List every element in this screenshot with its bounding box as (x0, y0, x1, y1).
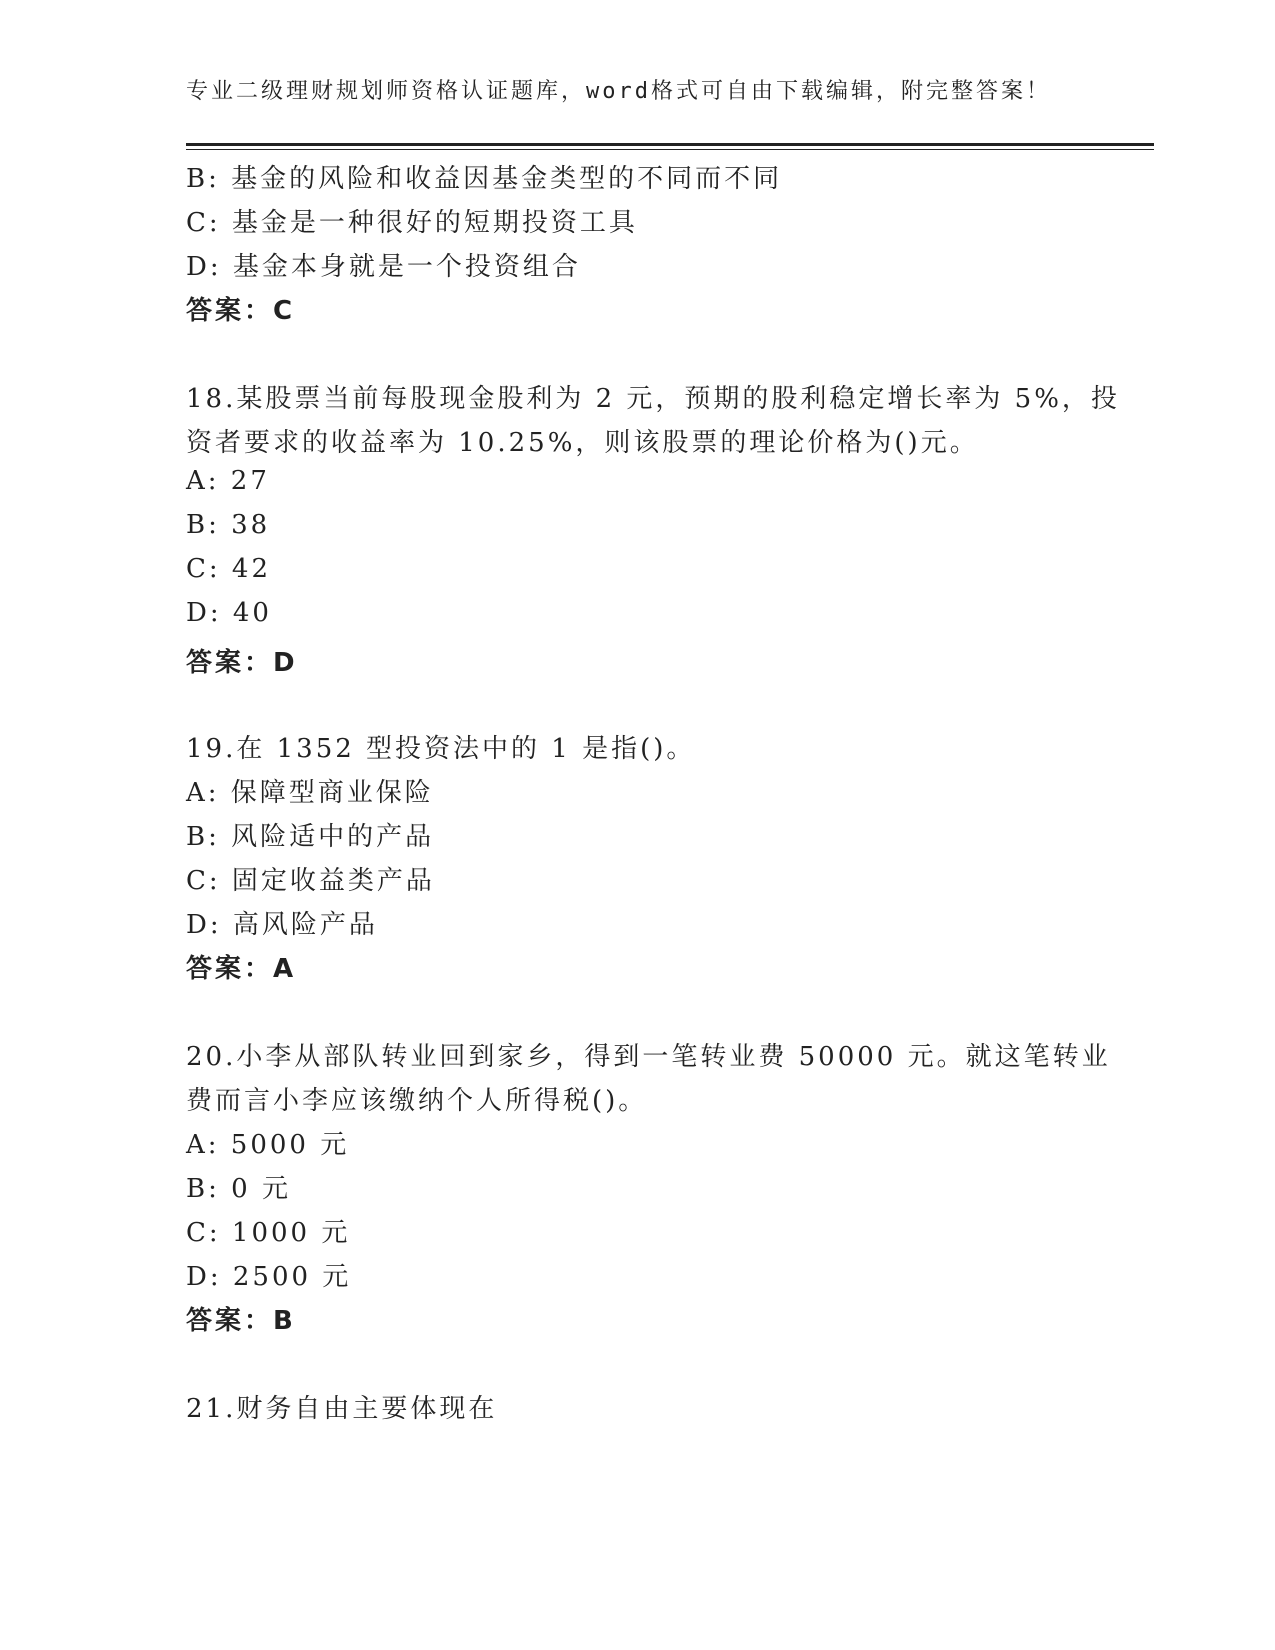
q19-option-a: A: 保障型商业保险 (186, 778, 434, 808)
q20-stem-line1: 20.小李从部队转业回到家乡，得到一笔转业费 50000 元。就这笔转业 (186, 1042, 1111, 1072)
q20-answer: 答案：B (186, 1306, 296, 1336)
q17-answer: 答案：C (186, 296, 296, 326)
header-divider-thick (186, 143, 1154, 146)
q17-option-b: B: 基金的风险和收益因基金类型的不同而不同 (186, 164, 783, 194)
q17-option-d: D: 基金本身就是一个投资组合 (186, 252, 581, 282)
q18-option-b: B: 38 (186, 510, 271, 540)
q18-option-a: A: 27 (186, 466, 270, 496)
document-header: 专业二级理财规划师资格认证题库，word格式可自由下载编辑，附完整答案！ (186, 79, 1051, 104)
q19-option-c: C: 固定收益类产品 (186, 866, 435, 896)
q20-option-b: B: 0 元 (186, 1174, 291, 1204)
q21-stem: 21.财务自由主要体现在 (186, 1394, 498, 1424)
q19-answer: 答案：A (186, 954, 297, 984)
q18-stem-line1: 18.某股票当前每股现金股利为 2 元，预期的股利稳定增长率为 5%，投 (186, 384, 1120, 414)
q18-option-d: D: 40 (186, 598, 272, 628)
q20-option-a: A: 5000 元 (186, 1130, 350, 1160)
q20-option-d: D: 2500 元 (186, 1262, 352, 1292)
q17-option-c: C: 基金是一种很好的短期投资工具 (186, 208, 638, 238)
header-divider-thin (186, 149, 1154, 150)
q19-stem: 19.在 1352 型投资法中的 1 是指()。 (186, 734, 696, 764)
q20-stem-line2: 费而言小李应该缴纳个人所得税()。 (186, 1086, 648, 1116)
q18-answer: 答案：D (186, 648, 298, 678)
q20-option-c: C: 1000 元 (186, 1218, 351, 1248)
q19-option-d: D: 高风险产品 (186, 910, 378, 940)
q19-option-b: B: 风险适中的产品 (186, 822, 435, 852)
q18-stem-line2: 资者要求的收益率为 10.25%，则该股票的理论价格为()元。 (186, 428, 979, 458)
q18-option-c: C: 42 (186, 554, 272, 584)
